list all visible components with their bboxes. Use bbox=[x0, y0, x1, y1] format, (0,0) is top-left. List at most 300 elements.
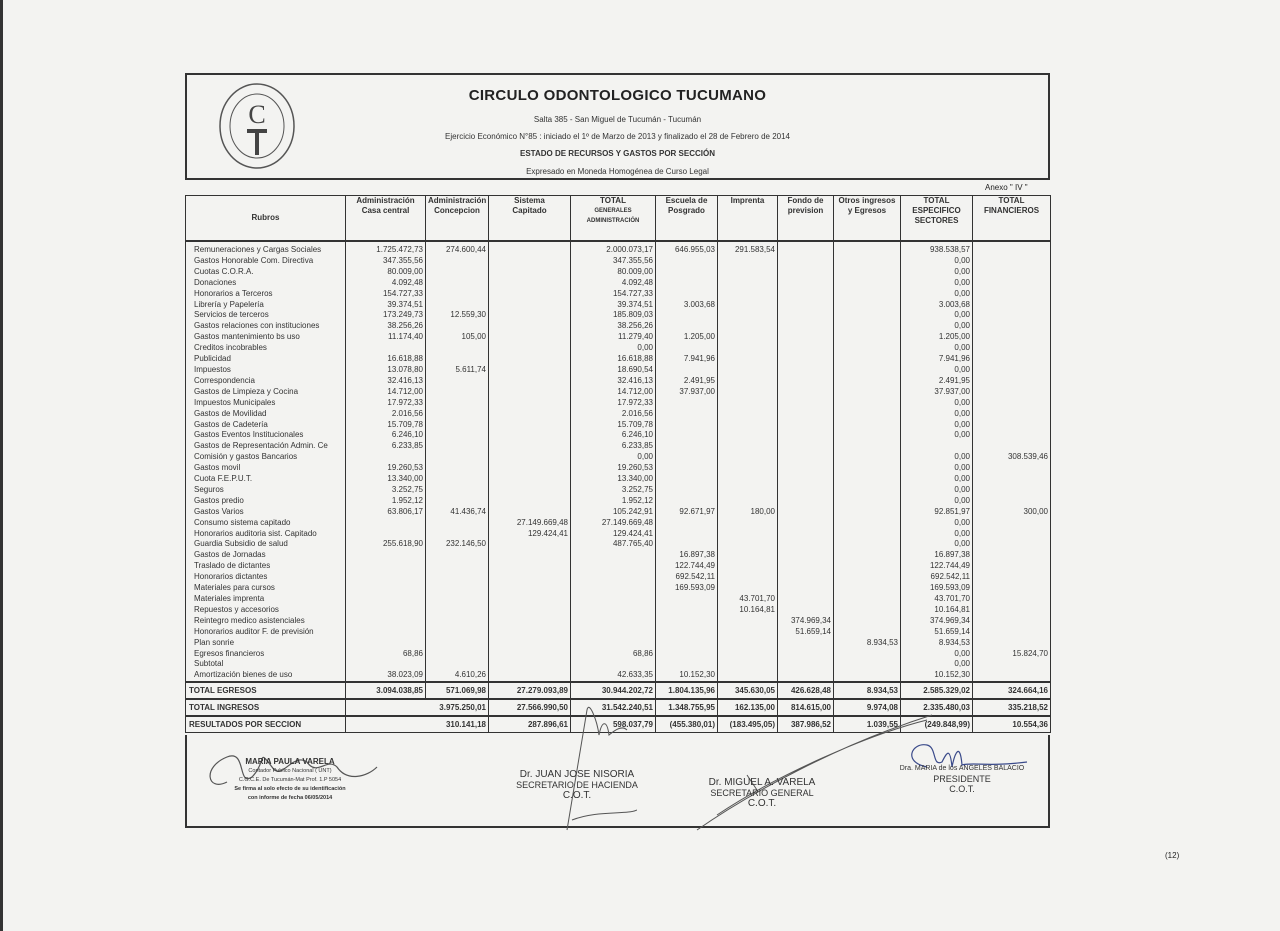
total-value: 8.934,53 bbox=[834, 682, 901, 699]
cell-value bbox=[656, 659, 718, 670]
cell-value: 122.744,49 bbox=[656, 561, 718, 572]
cell-value bbox=[834, 332, 901, 343]
cell-value bbox=[346, 518, 426, 529]
column-header-5 bbox=[656, 196, 718, 242]
cell-value: 11.174,40 bbox=[346, 332, 426, 343]
cell-value bbox=[346, 638, 426, 649]
cell-value: 51.659,14 bbox=[778, 627, 834, 638]
cell-value bbox=[973, 605, 1051, 616]
cell-value bbox=[489, 452, 571, 463]
cell-value bbox=[778, 420, 834, 431]
cell-value bbox=[489, 409, 571, 420]
cell-value bbox=[834, 539, 901, 550]
cell-value: 39.374,51 bbox=[571, 300, 656, 311]
cell-value: 43.701,70 bbox=[901, 594, 973, 605]
cell-value: 1.952,12 bbox=[571, 496, 656, 507]
cell-value bbox=[901, 441, 973, 452]
column-header-line: Escuela de bbox=[665, 196, 708, 205]
president-signature bbox=[892, 765, 1032, 794]
row-label: Subtotal bbox=[186, 659, 346, 670]
cell-value bbox=[489, 474, 571, 485]
cell-value: 0,00 bbox=[901, 452, 973, 463]
cell-value bbox=[489, 496, 571, 507]
cell-value bbox=[834, 420, 901, 431]
cell-value bbox=[656, 441, 718, 452]
row-label: Gastos de Representación Admin. Ce bbox=[186, 441, 346, 452]
page-number: (12) bbox=[1165, 851, 1180, 860]
total-value: (249.848,99) bbox=[901, 716, 973, 733]
row-label: Honorarios a Terceros bbox=[186, 289, 346, 300]
cell-value bbox=[778, 409, 834, 420]
cell-value bbox=[656, 627, 718, 638]
cell-value bbox=[778, 321, 834, 332]
cell-value bbox=[426, 583, 489, 594]
table-row bbox=[186, 561, 1051, 572]
column-header-3 bbox=[489, 196, 571, 242]
cell-value: 0,00 bbox=[901, 256, 973, 267]
cell-value: 154.727,33 bbox=[346, 289, 426, 300]
cell-value bbox=[489, 387, 571, 398]
cell-value: 154.727,33 bbox=[571, 289, 656, 300]
cell-value bbox=[973, 409, 1051, 420]
scan-edge bbox=[0, 0, 3, 931]
cell-value bbox=[973, 241, 1051, 256]
row-label: Gastos Honorable Com. Directiva bbox=[186, 256, 346, 267]
cell-value bbox=[718, 420, 778, 431]
column-header-line: Concepcion bbox=[434, 206, 480, 215]
cell-value bbox=[571, 627, 656, 638]
cell-value bbox=[656, 518, 718, 529]
cell-value bbox=[656, 256, 718, 267]
cell-value bbox=[489, 583, 571, 594]
table-row bbox=[186, 529, 1051, 540]
total-value: 287.896,61 bbox=[489, 716, 571, 733]
cell-value bbox=[834, 550, 901, 561]
total-value: (455.380,01) bbox=[656, 716, 718, 733]
cell-value bbox=[346, 529, 426, 540]
cell-value bbox=[426, 289, 489, 300]
table-row bbox=[186, 659, 1051, 670]
table-row bbox=[186, 310, 1051, 321]
cell-value bbox=[656, 649, 718, 660]
row-label: Cuota F.E.P.U.T. bbox=[186, 474, 346, 485]
cell-value: 37.937,00 bbox=[901, 387, 973, 398]
cell-value bbox=[489, 354, 571, 365]
cell-value: 0,00 bbox=[901, 496, 973, 507]
cell-value: 1.725.472,73 bbox=[346, 241, 426, 256]
cell-value bbox=[426, 627, 489, 638]
column-header-line: TOTAL bbox=[923, 196, 950, 205]
cell-value: 0,00 bbox=[901, 321, 973, 332]
cell-value bbox=[778, 398, 834, 409]
cell-value bbox=[778, 550, 834, 561]
cell-value bbox=[778, 376, 834, 387]
cell-value: 0,00 bbox=[571, 343, 656, 354]
total-value: 3.094.038,85 bbox=[346, 682, 426, 699]
treasurer-role: SECRETARIO DE HACIENDA bbox=[516, 780, 638, 790]
total-label: RESULTADOS POR SECCION bbox=[186, 716, 346, 733]
column-header-line: Rubros bbox=[251, 213, 280, 222]
row-label: Publicidad bbox=[186, 354, 346, 365]
cell-value bbox=[973, 420, 1051, 431]
row-label: Gastos de Cadetería bbox=[186, 420, 346, 431]
cell-value: 10.152,30 bbox=[656, 670, 718, 682]
cell-value: 347.355,56 bbox=[346, 256, 426, 267]
cell-value bbox=[718, 529, 778, 540]
table-row bbox=[186, 387, 1051, 398]
cell-value: 0,00 bbox=[901, 485, 973, 496]
table-row bbox=[186, 638, 1051, 649]
cell-value bbox=[489, 670, 571, 682]
row-label: Traslado de dictantes bbox=[186, 561, 346, 572]
cell-value bbox=[571, 638, 656, 649]
cell-value bbox=[656, 594, 718, 605]
cell-value bbox=[426, 550, 489, 561]
row-label: Materiales imprenta bbox=[186, 594, 346, 605]
cell-value bbox=[834, 267, 901, 278]
cell-value bbox=[489, 485, 571, 496]
table-row bbox=[186, 670, 1051, 682]
total-value: 310.141,18 bbox=[346, 716, 489, 733]
cell-value bbox=[834, 518, 901, 529]
cell-value: 7.941,96 bbox=[656, 354, 718, 365]
cell-value bbox=[718, 343, 778, 354]
cell-value: 10.152,30 bbox=[901, 670, 973, 682]
cell-value: 19.260,53 bbox=[571, 463, 656, 474]
cell-value: 92.671,97 bbox=[656, 507, 718, 518]
cell-value bbox=[778, 310, 834, 321]
cell-value bbox=[834, 321, 901, 332]
cell-value: 42.633,35 bbox=[571, 670, 656, 682]
cell-value bbox=[834, 659, 901, 670]
cell-value bbox=[426, 256, 489, 267]
cell-value bbox=[489, 605, 571, 616]
cell-value bbox=[426, 659, 489, 670]
cell-value bbox=[778, 463, 834, 474]
cell-value bbox=[718, 256, 778, 267]
cell-value bbox=[834, 354, 901, 365]
cell-value bbox=[718, 561, 778, 572]
row-label: Donaciones bbox=[186, 278, 346, 289]
cell-value: 3.003,68 bbox=[901, 300, 973, 311]
column-header-line: TOTAL bbox=[600, 196, 626, 205]
cell-value bbox=[973, 485, 1051, 496]
cell-value bbox=[718, 616, 778, 627]
column-header-line: TOTAL bbox=[998, 196, 1025, 205]
cell-value: 38.256,26 bbox=[346, 321, 426, 332]
cell-value bbox=[973, 670, 1051, 682]
cell-value bbox=[973, 365, 1051, 376]
column-header-9 bbox=[901, 196, 973, 242]
cell-value bbox=[656, 463, 718, 474]
row-label: Honorarios dictantes bbox=[186, 572, 346, 583]
cell-value bbox=[656, 605, 718, 616]
column-header-line: GENERALES bbox=[594, 208, 632, 214]
total-value: 162.135,00 bbox=[718, 699, 778, 716]
cell-value bbox=[426, 572, 489, 583]
column-header-4 bbox=[571, 196, 656, 242]
cell-value: 0,00 bbox=[901, 463, 973, 474]
total-value: 27.279.093,89 bbox=[489, 682, 571, 699]
table-row bbox=[186, 518, 1051, 529]
cell-value bbox=[834, 507, 901, 518]
cell-value bbox=[346, 616, 426, 627]
cell-value bbox=[571, 572, 656, 583]
cell-value: 41.436,74 bbox=[426, 507, 489, 518]
cell-value bbox=[718, 659, 778, 670]
cell-value bbox=[834, 441, 901, 452]
column-header-line: Administración bbox=[428, 196, 487, 205]
cell-value bbox=[834, 278, 901, 289]
column-header-0 bbox=[186, 196, 346, 242]
cell-value bbox=[718, 409, 778, 420]
cell-value bbox=[834, 241, 901, 256]
cell-value bbox=[346, 572, 426, 583]
fiscal-period: Ejercicio Económico N°85 : iniciado el 1º de Marzo de 2013 y finalizado el 28 de Febrero de 2014 bbox=[445, 132, 790, 141]
table-row bbox=[186, 332, 1051, 343]
cell-value: 19.260,53 bbox=[346, 463, 426, 474]
cell-value bbox=[489, 343, 571, 354]
total-value: 9.974,08 bbox=[834, 699, 901, 716]
column-header-2 bbox=[426, 196, 489, 242]
cell-value bbox=[834, 605, 901, 616]
cell-value bbox=[571, 605, 656, 616]
accountant-signature bbox=[215, 757, 365, 801]
report-date-note: con informe de fecha 06/05/2014 bbox=[247, 795, 333, 801]
cell-value bbox=[778, 430, 834, 441]
table-row bbox=[186, 550, 1051, 561]
cell-value bbox=[834, 256, 901, 267]
cell-value bbox=[489, 376, 571, 387]
cell-value bbox=[656, 310, 718, 321]
total-value: 1.804.135,96 bbox=[656, 682, 718, 699]
cell-value bbox=[973, 376, 1051, 387]
cell-value bbox=[489, 321, 571, 332]
cell-value: 7.941,96 bbox=[901, 354, 973, 365]
cell-value: 6.233,85 bbox=[346, 441, 426, 452]
total-value: 30.944.202,72 bbox=[571, 682, 656, 699]
cell-value bbox=[778, 561, 834, 572]
cell-value bbox=[656, 430, 718, 441]
column-header-line: Fondo de bbox=[787, 196, 824, 205]
cell-value bbox=[489, 463, 571, 474]
cell-value: 255.618,90 bbox=[346, 539, 426, 550]
cell-value bbox=[778, 441, 834, 452]
cell-value: 1.205,00 bbox=[656, 332, 718, 343]
table-row bbox=[186, 474, 1051, 485]
cell-value: 2.016,56 bbox=[571, 409, 656, 420]
cell-value: 16.618,88 bbox=[571, 354, 656, 365]
cell-value: 4.610,26 bbox=[426, 670, 489, 682]
cell-value bbox=[426, 409, 489, 420]
table-row bbox=[186, 420, 1051, 431]
cell-value bbox=[426, 321, 489, 332]
column-header-line: Administración bbox=[356, 196, 415, 205]
cell-value bbox=[426, 267, 489, 278]
address: Salta 385 - San Miguel de Tucumán - Tucumán bbox=[533, 115, 702, 124]
table-row bbox=[186, 572, 1051, 583]
statement-title: ESTADO DE RECURSOS Y GASTOS POR SECCIÓN bbox=[520, 149, 715, 158]
treasurer-name: Dr. JUAN JOSE NISORIA bbox=[519, 769, 635, 780]
cell-value: 2.491,95 bbox=[901, 376, 973, 387]
cell-value bbox=[778, 539, 834, 550]
row-label: Amortización bienes de uso bbox=[186, 670, 346, 682]
cell-value: 27.149.669,48 bbox=[571, 518, 656, 529]
cell-value: 68,86 bbox=[346, 649, 426, 660]
cell-value bbox=[834, 387, 901, 398]
cell-value: 0,00 bbox=[901, 518, 973, 529]
total-value: 2.335.480,03 bbox=[901, 699, 973, 716]
cell-value: 4.092,48 bbox=[571, 278, 656, 289]
column-header-line: Casa central bbox=[361, 206, 410, 215]
cell-value bbox=[426, 430, 489, 441]
cell-value: 0,00 bbox=[571, 452, 656, 463]
cell-value bbox=[973, 398, 1051, 409]
cell-value bbox=[973, 321, 1051, 332]
accountant-registration: C.G.C.E. De Tucumán-Mat Prof. 1.P 5054 bbox=[238, 777, 342, 783]
cell-value bbox=[426, 387, 489, 398]
cell-value bbox=[718, 300, 778, 311]
cell-value bbox=[834, 310, 901, 321]
cell-value bbox=[973, 387, 1051, 398]
cell-value bbox=[778, 332, 834, 343]
treasurer-org: C.O.T. bbox=[562, 790, 592, 801]
cell-value bbox=[489, 594, 571, 605]
cell-value bbox=[718, 398, 778, 409]
table-row bbox=[186, 485, 1051, 496]
cell-value bbox=[778, 485, 834, 496]
cell-value: 80.009,00 bbox=[346, 267, 426, 278]
table-row bbox=[186, 365, 1051, 376]
cell-value: 51.659,14 bbox=[901, 627, 973, 638]
accountant-note: Se firma al solo efecto de su identificación bbox=[234, 786, 346, 792]
document-header bbox=[185, 73, 1050, 180]
cell-value bbox=[778, 659, 834, 670]
cell-value bbox=[346, 583, 426, 594]
table-row bbox=[186, 616, 1051, 627]
cell-value: 63.806,17 bbox=[346, 507, 426, 518]
cell-value bbox=[778, 518, 834, 529]
row-label: Gastos de Movilidad bbox=[186, 409, 346, 420]
column-header-line: ESPECIFICO bbox=[912, 206, 961, 215]
row-label: Remuneraciones y Cargas Sociales bbox=[186, 241, 346, 256]
table-row bbox=[186, 441, 1051, 452]
cell-value bbox=[426, 474, 489, 485]
cell-value bbox=[778, 343, 834, 354]
cell-value bbox=[426, 561, 489, 572]
cell-value bbox=[973, 550, 1051, 561]
cell-value bbox=[718, 463, 778, 474]
cell-value bbox=[778, 300, 834, 311]
cell-value: 4.092,48 bbox=[346, 278, 426, 289]
cell-value bbox=[656, 278, 718, 289]
cell-value bbox=[656, 420, 718, 431]
cell-value bbox=[718, 376, 778, 387]
cell-value bbox=[489, 561, 571, 572]
total-value: 2.585.329,02 bbox=[901, 682, 973, 699]
row-label: Honorarios auditoria sist. Capitado bbox=[186, 529, 346, 540]
cell-value bbox=[973, 583, 1051, 594]
cell-value bbox=[718, 583, 778, 594]
cell-value: 1.952,12 bbox=[346, 496, 426, 507]
cell-value: 374.969,34 bbox=[778, 616, 834, 627]
table-row bbox=[186, 627, 1051, 638]
cell-value: 0,00 bbox=[901, 430, 973, 441]
president-name: Dra. MARIA de los ANGELES BALACIO bbox=[899, 765, 1025, 772]
cell-value: 169.593,09 bbox=[656, 583, 718, 594]
cell-value bbox=[718, 321, 778, 332]
cell-value bbox=[778, 474, 834, 485]
cell-value: 0,00 bbox=[901, 529, 973, 540]
cell-value bbox=[489, 365, 571, 376]
total-value: 814.615,00 bbox=[778, 699, 834, 716]
president-org: C.O.T. bbox=[949, 784, 975, 794]
cell-value bbox=[489, 332, 571, 343]
table-row bbox=[186, 430, 1051, 441]
cell-value: 0,00 bbox=[901, 649, 973, 660]
cell-value bbox=[778, 496, 834, 507]
total-value: 324.664,16 bbox=[973, 682, 1051, 699]
cell-value: 37.937,00 bbox=[656, 387, 718, 398]
cell-value bbox=[489, 507, 571, 518]
cell-value bbox=[426, 605, 489, 616]
cell-value bbox=[426, 496, 489, 507]
cell-value bbox=[718, 627, 778, 638]
cell-value bbox=[973, 529, 1051, 540]
cell-value bbox=[489, 241, 571, 256]
cell-value bbox=[973, 539, 1051, 550]
cell-value bbox=[656, 321, 718, 332]
column-header-line: Imprenta bbox=[730, 196, 765, 205]
secretary-name: Dr. MIGUEL A. VARELA bbox=[708, 777, 816, 788]
cell-value bbox=[973, 441, 1051, 452]
cell-value bbox=[973, 572, 1051, 583]
cell-value bbox=[656, 539, 718, 550]
total-value: 426.628,48 bbox=[778, 682, 834, 699]
cell-value: 185.809,03 bbox=[571, 310, 656, 321]
column-header-line: prevision bbox=[787, 206, 824, 215]
cell-value: 38.256,26 bbox=[571, 321, 656, 332]
signature-scribble-treasurer bbox=[527, 690, 637, 840]
cell-value bbox=[834, 430, 901, 441]
cell-value bbox=[718, 387, 778, 398]
total-value: 571.069,98 bbox=[426, 682, 489, 699]
cell-value: 43.701,70 bbox=[718, 594, 778, 605]
row-label: Servicios de terceros bbox=[186, 310, 346, 321]
row-label: Materiales para cursos bbox=[186, 583, 346, 594]
cell-value bbox=[571, 594, 656, 605]
cell-value bbox=[973, 594, 1051, 605]
cell-value bbox=[973, 496, 1051, 507]
cell-value bbox=[834, 343, 901, 354]
cell-value: 14.712,00 bbox=[571, 387, 656, 398]
cell-value: 274.600,44 bbox=[426, 241, 489, 256]
cell-value bbox=[489, 627, 571, 638]
cell-value bbox=[489, 539, 571, 550]
row-label: Gastos de Limpieza y Cocina bbox=[186, 387, 346, 398]
cell-value: 487.765,40 bbox=[571, 539, 656, 550]
cell-value bbox=[778, 256, 834, 267]
column-header-line: Sistema bbox=[514, 196, 545, 205]
column-header-line: FINANCIEROS bbox=[983, 206, 1040, 215]
cell-value: 92.851,97 bbox=[901, 507, 973, 518]
cell-value bbox=[426, 343, 489, 354]
cell-value: 17.972,33 bbox=[346, 398, 426, 409]
cell-value bbox=[834, 485, 901, 496]
total-value: 345.630,05 bbox=[718, 682, 778, 699]
cell-value bbox=[834, 594, 901, 605]
resources-expenses-table bbox=[185, 195, 1051, 733]
